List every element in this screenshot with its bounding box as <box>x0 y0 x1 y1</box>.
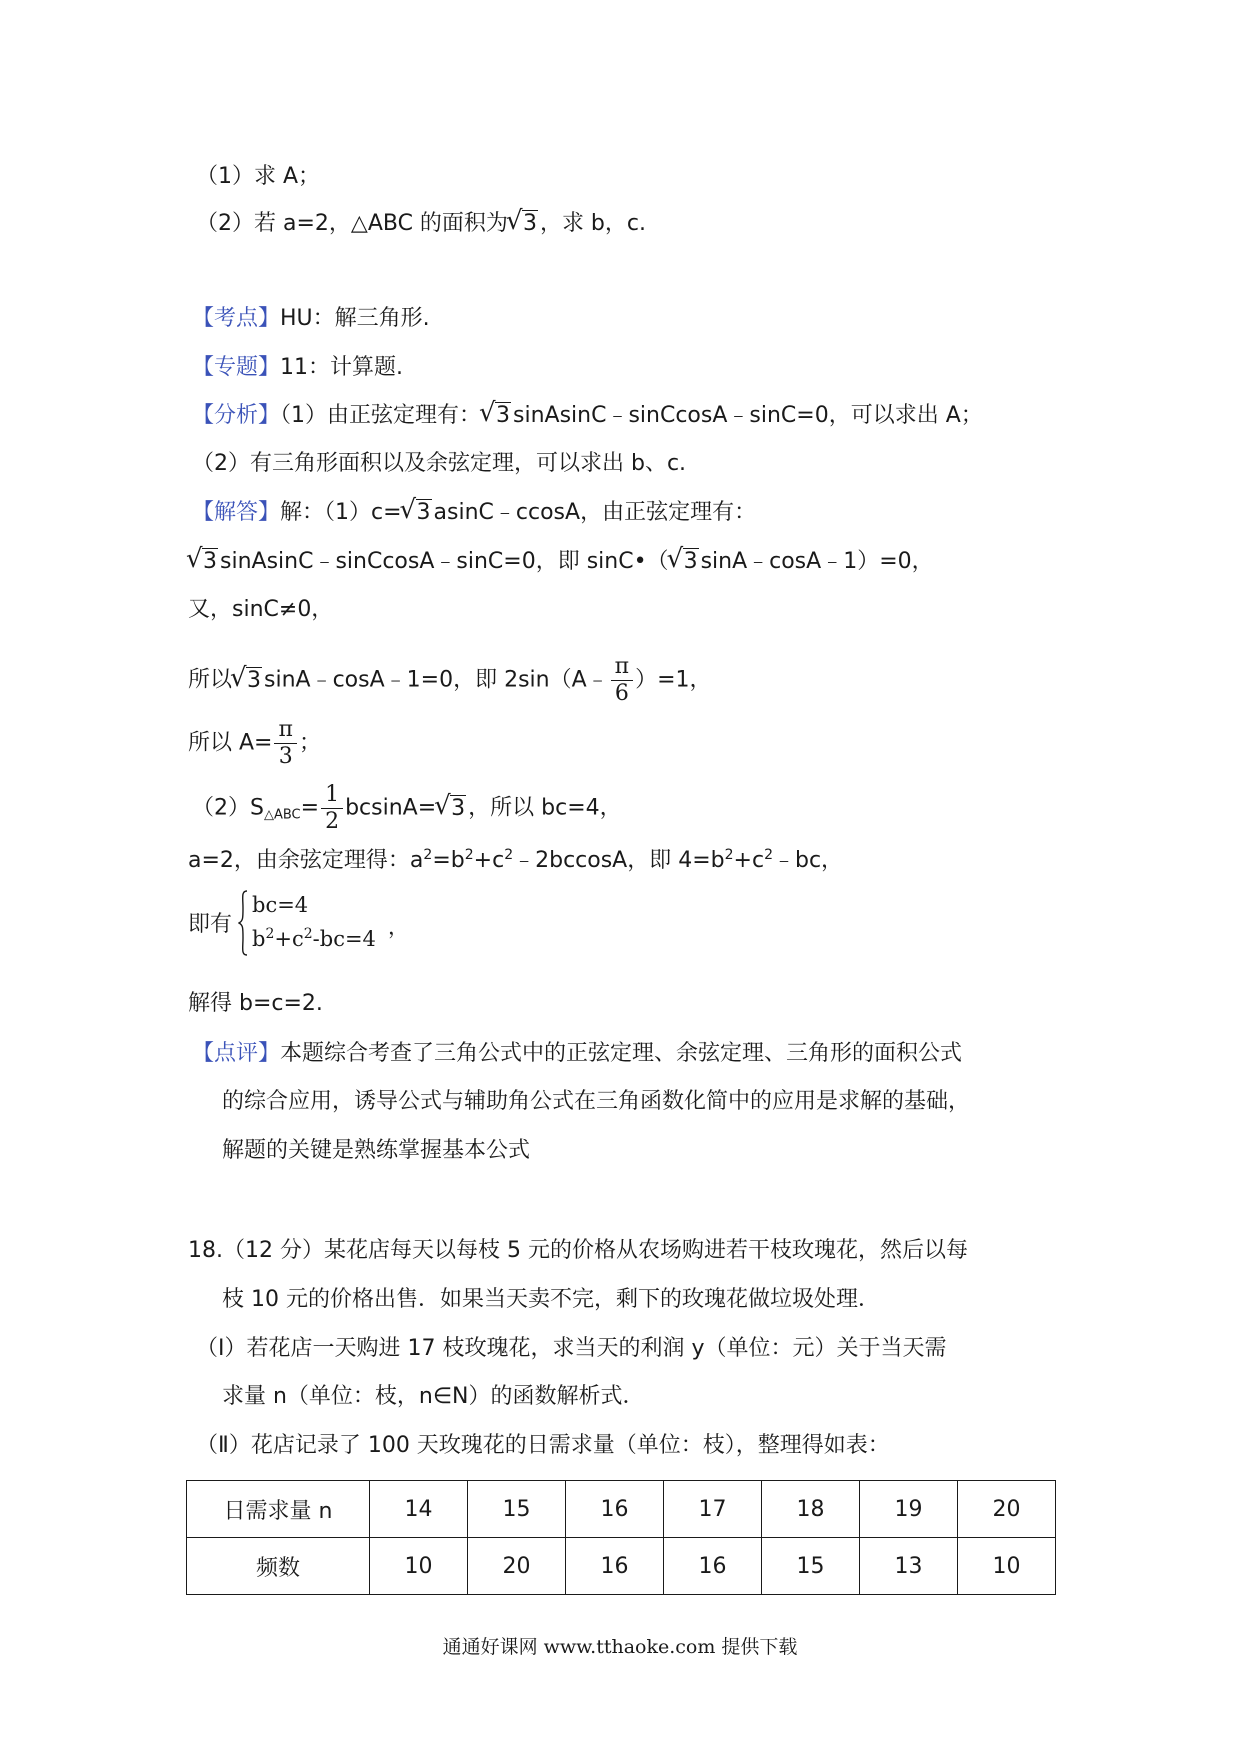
jieda-line1 <box>192 497 756 529</box>
superscript: 2 <box>464 847 474 863</box>
superscript: 2 <box>504 847 514 863</box>
dianping-line1 <box>192 1038 962 1070</box>
q17-part1-text: （1）求 A； <box>196 164 321 189</box>
jieda-line9 <box>188 988 323 1020</box>
dianping-text: 本题综合考查了三角公式中的正弦定理、余弦定理、三角形的面积公式 <box>280 1041 963 1066</box>
fenxi-line2 <box>192 448 686 480</box>
q17-part2 <box>196 208 646 240</box>
jieda-line5 <box>188 717 321 770</box>
dianping-text: 的综合应用，诱导公式与辅助角公式在三角函数化简中的应用是求解的基础， <box>222 1089 971 1114</box>
table-row <box>187 1538 1056 1595</box>
jieda-text: 即有 <box>188 912 233 937</box>
sqrt-symbol: √ 3 <box>508 208 538 240</box>
sqrt-symbol: √ 3 <box>232 665 262 697</box>
jieda-text-tail: ； <box>298 730 321 756</box>
jieda-text: 又，sinC≠0， <box>188 597 334 622</box>
q17-part2-tail: ，求 b，c. <box>539 211 646 236</box>
jieda-line3 <box>188 594 333 626</box>
table-cell: 16 <box>566 1538 664 1595</box>
jieda-text: =b <box>432 848 465 873</box>
jieda-line8-label <box>188 909 232 941</box>
q18-line4 <box>222 1381 645 1413</box>
jieda-text: +c <box>473 848 505 873</box>
superscript: 2 <box>724 847 734 863</box>
sqrt-symbol: √ 3 <box>481 400 511 432</box>
jieda-text: 解：（1）c= <box>280 500 402 525</box>
dianping-text: 解题的关键是熟练掌握基本公式 <box>222 1138 531 1163</box>
zhuanti-line <box>192 352 403 384</box>
table-cell: 14 <box>370 1481 468 1538</box>
dianping-tag: 【点评】 <box>192 1041 281 1066</box>
q17-part1 <box>196 161 320 193</box>
jieda-text: ﹣bc， <box>773 848 844 873</box>
jieda-text-mid: bcsinA= <box>345 795 437 821</box>
fraction-1-2: $\frac{1}{2}$ <box>321 782 343 835</box>
sqrt-symbol: √ 3 <box>402 497 432 529</box>
table-cell: 18 <box>762 1481 860 1538</box>
q18-text: 求量 n（单位：枝，n∈N）的函数解析式． <box>222 1384 645 1409</box>
fenxi-line <box>192 400 983 432</box>
fenxi-tag: 【分析】 <box>192 403 281 428</box>
q18-text: （Ⅱ）花店记录了 100 天玫瑰花的日需求量（单位：枝），整理得如表： <box>196 1433 890 1458</box>
jieda-text: ﹣2bccosA，即 4=b <box>513 848 725 873</box>
sqrt-symbol: √ 3 <box>669 546 699 578</box>
dianping-line2 <box>222 1086 970 1118</box>
table-cell: 16 <box>566 1481 664 1538</box>
left-brace-icon <box>238 890 248 956</box>
jieda-line2 <box>188 546 934 578</box>
q18-line3 <box>196 1333 946 1365</box>
table-row-header: 日需求量 n <box>187 1481 370 1538</box>
fraction-pi-6: $\frac{\pi}{6}$ <box>611 654 633 707</box>
system-comma: ， <box>388 915 409 939</box>
table-cell: 20 <box>468 1538 566 1595</box>
jieda-text-tail: asinC﹣ccosA，由正弦定理有： <box>433 500 757 525</box>
q18-line5 <box>196 1430 890 1462</box>
jieda-text-tail: ，所以 bc=4， <box>468 795 622 821</box>
jieda-line6 <box>192 782 622 835</box>
table-cell: 19 <box>860 1481 958 1538</box>
jieda-text: （2）S <box>192 795 264 821</box>
q17-part2-text: （2）若 a=2，△ABC 的面积为 <box>196 211 508 236</box>
jieda-tag: 【解答】 <box>192 500 281 525</box>
sqrt-symbol: √ 3 <box>436 793 466 825</box>
jieda-text: 所以 A= <box>188 730 273 756</box>
table-cell: 17 <box>664 1481 762 1538</box>
q18-line1 <box>188 1235 968 1267</box>
table-cell: 20 <box>958 1481 1056 1538</box>
superscript: 2 <box>764 847 773 863</box>
table-cell: 10 <box>370 1538 468 1595</box>
jieda-line4 <box>188 654 712 707</box>
page-footer: 通通好课网 www.tthaoke.com 提供下载 <box>442 1636 798 1658</box>
table-row-header: 频数 <box>187 1538 370 1595</box>
fraction-pi-3: $\frac{\pi}{3}$ <box>274 717 296 770</box>
q18-text: 18.（12 分）某花店每天以每枝 5 元的价格从农场购进若干枝玫瑰花，然后以每 <box>188 1238 968 1263</box>
zhuanti-tag: 【专题】 <box>192 355 281 380</box>
dianping-line3 <box>222 1135 530 1167</box>
jieda-text: 解得 b=c=2. <box>188 991 323 1016</box>
q18-text: 枝 10 元的价格出售．如果当天卖不完，剩下的玫瑰花做垃圾处理． <box>222 1287 880 1312</box>
kaodian-text: HU：解三角形. <box>280 306 430 331</box>
table-cell: 15 <box>762 1538 860 1595</box>
q18-text: （Ⅰ）若花店一天购进 17 枝玫瑰花，求当天的利润 y（单位：元）关于当天需 <box>196 1336 947 1361</box>
table-cell: 10 <box>958 1538 1056 1595</box>
sqrt-symbol: √ 3 <box>188 546 218 578</box>
jieda-text: +c <box>733 848 765 873</box>
fenxi-text-2: （2）有三角形面积以及余弦定理，可以求出 b、c. <box>192 451 687 476</box>
table-cell: 16 <box>664 1538 762 1595</box>
equals-sign: = <box>300 795 320 821</box>
equation-system <box>238 890 438 960</box>
table-cell: 13 <box>860 1538 958 1595</box>
jieda-text: sinAsinC﹣sinCcosA﹣sinC=0，即 sinC•（ <box>220 549 669 574</box>
zhuanti-text: 11：计算题. <box>280 355 404 380</box>
kaodian-tag: 【考点】 <box>192 306 281 331</box>
fenxi-text-tail: sinAsinC﹣sinCcosA﹣sinC=0，可以求出 A； <box>513 403 983 428</box>
jieda-text: a=2，由余弦定理得：a <box>188 848 424 873</box>
jieda-text: 所以 <box>188 667 233 693</box>
jieda-text-tail: sinA﹣cosA﹣1）=0， <box>700 549 934 574</box>
jieda-line7 <box>188 845 843 877</box>
subscript-abc: △ABC <box>263 807 301 823</box>
demand-frequency-table <box>186 1480 1056 1595</box>
system-eq2: $b^2+c^2-bc=4$ <box>252 926 376 951</box>
jieda-text-tail: ）=1， <box>635 667 712 693</box>
system-eq1: bc=4 <box>252 893 309 917</box>
table-row <box>187 1481 1056 1538</box>
jieda-text-mid: sinA﹣cosA﹣1=0，即 2sin（A﹣ <box>264 667 609 693</box>
table-cell: 15 <box>468 1481 566 1538</box>
fenxi-text: （1）由正弦定理有： <box>280 403 482 428</box>
kaodian-line <box>192 303 430 335</box>
superscript: 2 <box>423 847 433 863</box>
q18-line2 <box>222 1284 880 1316</box>
